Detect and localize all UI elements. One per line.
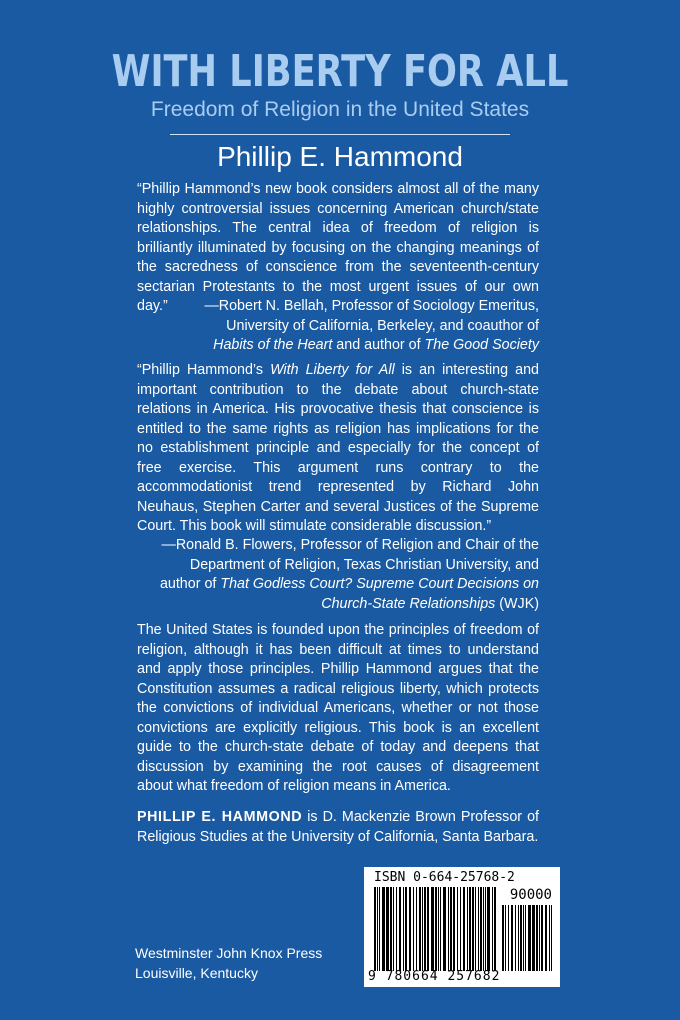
barcode-bar xyxy=(382,887,384,971)
publisher-location: Louisville, Kentucky xyxy=(135,965,258,981)
barcode-bar xyxy=(472,887,474,971)
barcode-bar xyxy=(432,887,433,971)
barcode-bar xyxy=(539,905,540,971)
price-code: 90000 xyxy=(509,887,552,903)
barcode-bar xyxy=(386,887,387,971)
barcode-bar xyxy=(460,887,461,971)
barcode-bar xyxy=(463,887,465,971)
quote-text: is an interesting and important contribution to the debate about church-state relations in America. His provocative thesis that conscience is entitled to the same rights as religion has implications for the no establishment principle and especially for the concept of free exercise. This argument runs contrary to the accommodationist trend represented by Richard John Neuhaus, Stephen Carter and several Justices of the Supreme Court. This book will stimulate considerable discussion.” xyxy=(137,362,539,534)
attribution-text: (WJK) xyxy=(495,595,539,612)
barcode-bar xyxy=(427,887,429,971)
barcode-bar xyxy=(377,887,378,971)
barcode-bar xyxy=(478,887,479,971)
barcode-bar xyxy=(549,905,550,971)
attribution-line xyxy=(137,575,539,614)
barcode-addon-bars xyxy=(502,905,554,971)
barcode-bar xyxy=(536,905,538,971)
barcode-bar xyxy=(405,887,406,971)
author-bio xyxy=(137,808,539,847)
barcode-bar xyxy=(393,887,394,971)
book-subtitle: Freedom of Religion in the United States xyxy=(150,98,530,121)
barcode-bar xyxy=(541,905,542,971)
publisher-name: Westminster John Knox Press xyxy=(135,945,323,961)
barcode-bar xyxy=(374,887,376,971)
barcode-bar xyxy=(435,887,437,971)
endorsement-attribution-1 xyxy=(137,297,539,356)
barcode-bar xyxy=(480,887,482,971)
barcode-bar xyxy=(469,887,470,971)
barcode-bar xyxy=(485,887,486,971)
barcode-bar xyxy=(483,887,484,971)
barcode-bar xyxy=(551,905,552,971)
barcode-bar xyxy=(515,905,516,971)
book-author: Phillip E. Hammond xyxy=(217,141,463,172)
barcode-bar xyxy=(545,905,547,971)
attribution-line: Department of Religion, Texas Christian University, and xyxy=(189,556,539,573)
attribution-line xyxy=(137,336,539,356)
barcode-bar xyxy=(387,887,388,971)
barcode-bar xyxy=(450,887,451,971)
barcode-bar xyxy=(379,887,380,971)
book-reference: Habits of the Heart xyxy=(213,337,333,353)
barcode-bar xyxy=(448,887,449,971)
barcode-bar xyxy=(403,887,404,971)
book-reference: With Liberty for All xyxy=(270,362,395,378)
endorsement-quote-2 xyxy=(137,361,539,537)
ean-number: 9 780664 257682 xyxy=(368,969,501,984)
barcode-bar xyxy=(419,887,421,971)
barcode-bar xyxy=(492,887,493,971)
barcode-bar xyxy=(511,905,513,971)
book-description: The United States is founded upon the principles of freedom of religion, although it has been difficult at times to understand and apply those principles. Phillip Hammond argues that the Constitution assumes a radical religious liberty, which protects the convictions of individual Americans, whether or not those convictions are explicitly religious. This book is an excellent guide to the church-state debate of today and deepens that discussion by examining the root causes of disagreement about what freedom of religion means in America. xyxy=(137,622,539,794)
barcode-bar xyxy=(422,887,423,971)
book-reference: That Godless Court? Supreme Court Decisions on Church-State Relationships xyxy=(220,576,539,612)
barcode-bar xyxy=(467,887,468,971)
barcode-bars xyxy=(374,887,498,971)
barcode-bar xyxy=(508,905,509,971)
title-divider xyxy=(170,134,510,135)
barcode-bar xyxy=(533,905,534,971)
attribution-text: and author of xyxy=(332,337,425,353)
barcode-bar xyxy=(399,887,401,971)
barcode-bar xyxy=(475,887,476,971)
barcode-bar xyxy=(390,887,392,971)
quote-text: “Phillip Hammond’s xyxy=(137,362,271,378)
barcode-bar xyxy=(520,905,522,971)
isbn-barcode xyxy=(364,867,560,987)
barcode-bar xyxy=(443,887,445,971)
barcode-bar xyxy=(416,887,417,971)
barcode-bar xyxy=(438,887,439,971)
attribution-line: —Ronald B. Flowers, Professor of Religion and Chair of the xyxy=(161,537,539,553)
endorsement-quote-1: “Phillip Hammond’s new book considers almost all of the many highly controversial issues concerning American church/state relationships. The central idea of freedom of religion is brilliantly illuminated by focusing on the changing meanings of the sacredness of conscience from the seventeenth-century sectarian Protestants to the most urgent issues of our own day.” xyxy=(137,181,539,314)
endorsement-attribution-2 xyxy=(137,536,539,614)
attribution-line: University of California, Berkeley, and coauthor of xyxy=(226,317,539,334)
book-title: WITH LIBERTY FOR ALL xyxy=(111,46,569,97)
barcode-bar xyxy=(440,887,441,971)
barcode-bar xyxy=(525,905,526,971)
barcode-bar xyxy=(453,887,455,971)
barcode-bar xyxy=(487,887,489,971)
barcode-bar xyxy=(431,887,432,971)
barcode-bar xyxy=(532,905,533,971)
publisher-info xyxy=(135,943,322,983)
barcode-bar xyxy=(424,887,425,971)
barcode-bar xyxy=(396,887,397,971)
barcode-bar xyxy=(413,887,414,971)
barcode-bar xyxy=(502,905,504,971)
barcode-bar xyxy=(523,905,524,971)
author-bio-name: PHILLIP E. HAMMOND xyxy=(137,809,303,825)
book-reference: The Good Society xyxy=(424,337,539,353)
barcode-bar xyxy=(494,887,495,971)
barcode-bar xyxy=(505,905,506,971)
author-bio-text: is D. Mackenzie Brown Professor of Religious Studies at the University of California, Santa Barbara. xyxy=(137,809,540,845)
barcode-bar xyxy=(409,887,411,971)
barcode-bar xyxy=(457,887,458,971)
barcode-bar xyxy=(528,905,530,971)
barcode-bar xyxy=(518,905,519,971)
attribution-line: —Robert N. Bellah, Professor of Sociology Emeritus, xyxy=(204,298,539,314)
attribution-text: author of xyxy=(159,576,221,592)
isbn-number: ISBN 0-664-25768-2 xyxy=(374,870,515,885)
